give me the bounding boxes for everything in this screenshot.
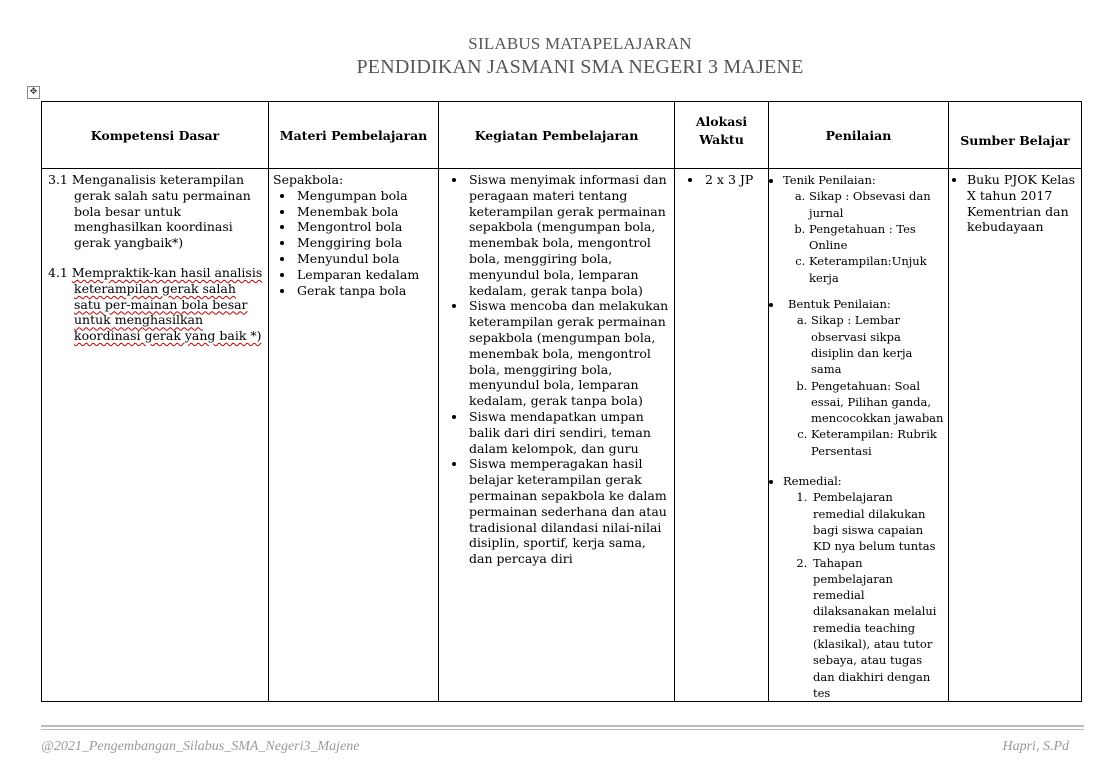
sumber-list	[953, 172, 1077, 235]
penilaian-teknik-item: a. Sikap : Obsevasi dan jurnal	[809, 188, 944, 221]
title-line-2: PENDIDIKAN JASMANI SMA NEGERI 3 MAJENE	[356, 56, 804, 78]
kd-item-4-1	[46, 265, 264, 344]
penilaian-remedial-heading: • Remedial:	[783, 473, 944, 489]
penilaian-remedial-item: 1. Pembelajaran remedial dilakukan bagi siswa capaian KD nya belum tuntas	[811, 489, 944, 554]
kd-item-3-1-text: Menganalisis keterampilan gerak salah satu permainan bola besar untuk menghasilkan koordinasi gerak yangbaik*)	[71, 172, 251, 251]
header-alokasi	[675, 102, 769, 169]
kegiatan-item: • Siswa mendapatkan umpan balik dari diri sendiri, teman dalam kelompok, dan guru	[467, 409, 670, 456]
alokasi-list	[679, 172, 764, 188]
penilaian-remedial-item: 2. Tahapan pembelajaran remedial dilaksanakan melalui remedia teaching (klasikal), atau tutor sebaya, atau tugas dan diakhiri dengan tes	[811, 555, 944, 702]
penilaian-bentuk-heading	[783, 296, 944, 312]
materi-item: • Lemparan kedalam	[295, 267, 434, 283]
header-kegiatan: Kegiatan Pembelajaran	[439, 102, 675, 169]
kegiatan-item: • Siswa menyimak informasi dan peragaan materi tentang keterampilan gerak permainan sepakbola (mengumpan bola, menembak bola, mengontrol bola, menggiring bola, menyundul bola, lemparan kedalam, gerak tanpa bola)	[467, 172, 670, 298]
materi-item: • Menembak bola	[295, 204, 434, 220]
materi-item: • Mengontrol bola	[295, 219, 434, 235]
header-materi: Materi Pembelajaran	[269, 102, 439, 169]
kegiatan-item: • Siswa memperagakan hasil belajar keterampilan gerak permainan sepakbola ke dalam permainan sederhana dan atau tradisional dilandasi nilai-nilai disiplin, sportif, kerja sama, dan percaya diri	[467, 456, 670, 567]
penilaian-bentuk-item: b. Pengetahuan: Soal essai, Pilihan ganda, mencocokkan jawaban	[811, 378, 944, 427]
kd-item-3-1	[46, 172, 264, 251]
kegiatan-list	[443, 172, 670, 567]
penilaian-remedial-list	[773, 489, 944, 701]
footer-divider-thin	[41, 729, 1084, 730]
cell-kompetensi-dasar[interactable]	[42, 169, 269, 702]
kd-item-4-1-text: Mempraktik-kan hasil analisis keterampilan gerak salah satu per-mainan bola besar untuk menghasilkan koordinasi gerak yang baik *)	[71, 264, 263, 344]
materi-item: • Menggiring bola	[295, 235, 434, 251]
penilaian-teknik-list	[773, 188, 944, 286]
kd-item-3-1-number: 3.1	[48, 172, 68, 187]
penilaian-bentuk-item: a. Sikap : Lembar observasi sikpa disiplin dan kerja sama	[811, 312, 944, 377]
kegiatan-item: • Siswa mencoba dan melakukan keterampilan gerak permainan sepakbola (mengumpan bola, menembak bola, mengontrol bola, menggiring bola, menyundul bola, lemparan kedalam, gerak tanpa bola)	[467, 298, 670, 409]
penilaian-teknik	[773, 172, 944, 188]
alokasi-value: • 2 x 3 JP	[703, 172, 764, 188]
penilaian-teknik-item: c. Keterampilan:Unjuk kerja	[809, 253, 944, 286]
title-line-1: SILABUS MATAPELAJARAN	[468, 34, 692, 53]
cell-kegiatan[interactable]	[439, 169, 675, 702]
materi-item: • Menyundul bola	[295, 251, 434, 267]
table-move-handle-icon[interactable]: ✥	[27, 86, 40, 99]
cell-alokasi[interactable]	[675, 169, 769, 702]
penilaian-bentuk-heading-text: Bentuk Penilaian:	[788, 297, 891, 312]
penilaian-teknik-heading: • Tenik Penilaian:	[783, 172, 944, 188]
penilaian-bentuk-list	[773, 312, 944, 459]
footer-divider	[41, 725, 1084, 727]
header-kompetensi-dasar: Kompetensi Dasar	[42, 102, 269, 169]
penilaian-teknik-item: b. Pengetahuan : Tes Online	[809, 221, 944, 254]
cell-sumber[interactable]	[949, 169, 1082, 702]
penilaian-bentuk	[773, 296, 944, 312]
kd-item-4-1-number: 4.1	[48, 264, 68, 280]
footer-left-text: @2021_Pengembangan_Silabus_SMA_Negeri3_Majene	[41, 739, 360, 754]
header-alokasi-line1: Alokasi	[695, 114, 748, 129]
header-row	[42, 102, 1082, 169]
cell-materi[interactable]	[269, 169, 439, 702]
materi-list	[273, 188, 434, 299]
materi-heading: Sepakbola:	[273, 172, 344, 187]
materi-item: • Mengumpan bola	[295, 188, 434, 204]
header-penilaian: Penilaian	[769, 102, 949, 169]
sumber-item: • Buku PJOK Kelas X tahun 2017 Kementrian dan kebudayaan	[967, 172, 1077, 235]
footer-author: Hapri, S.Pd	[1002, 739, 1069, 754]
content-row	[42, 169, 1082, 702]
penilaian-bentuk-item: c. Keterampilan: Rubrik Persentasi	[811, 426, 944, 459]
header-sumber: Sumber Belajar	[949, 102, 1082, 169]
cell-penilaian[interactable]	[769, 169, 949, 702]
materi-item: • Gerak tanpa bola	[295, 283, 434, 299]
syllabus-table	[41, 101, 1082, 702]
penilaian-remedial	[773, 473, 944, 489]
header-alokasi-line2: Waktu	[699, 132, 744, 147]
